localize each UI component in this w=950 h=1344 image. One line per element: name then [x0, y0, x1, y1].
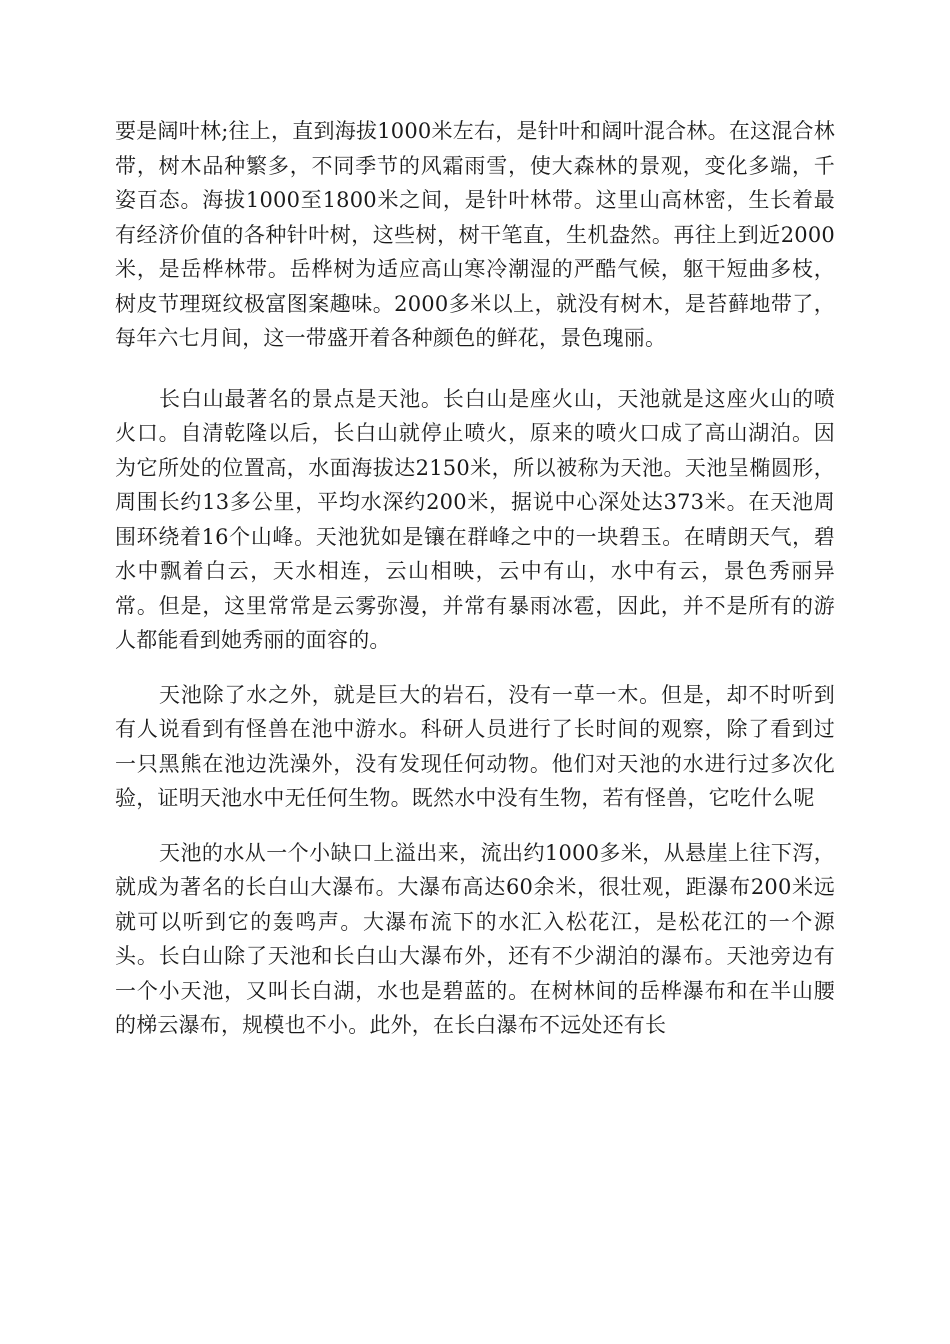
paragraph-forest-belts: 要是阔叶林;往上，直到海拔1000米左右，是针叶和阔叶混合林。在这混合林带，树木品种繁多，不同季节的风霜雨雪，使大森林的景观，变化多端，千姿百态。海拔1000至1800米之间，是针叶林带。这里山高林密，生长着最有经济价值的各种针叶树，这些树，树干笔直，生机盎然。再往上到近2000米，是岳桦林带。岳桦树为适应高山寒冷潮湿的严酷气候，躯干短曲多枝，树皮节理斑纹极富图案趣味。2000多米以上，就没有树木，是苔藓地带了，每年六七月间，这一带盛开着各种颜色的鲜花，景色瑰丽。 [115, 119, 835, 350]
paragraph-monster: 天池除了水之外，就是巨大的岩石，没有一草一木。但是，却不时听到有人说看到有怪兽在池中游水。科研人员进行了长时间的观察，除了看到过一只黑熊在池边洗澡外，没有发现任何动物。他们对天池的水进行过多次化验，证明天池水中无任何生物。既然水中没有生物，若有怪兽，它吃什么呢 [115, 682, 835, 810]
paragraph-tianchi: 长白山最著名的景点是天池。长白山是座火山，天池就是这座火山的喷火口。自清乾隆以后，长白山就停止喷火，原来的喷火口成了高山湖泊。因为它所处的位置高，水面海拔达2150米，所以被称为天池。天池呈椭圆形，周围长约13多公里，平均水深约200米，据说中心深处达373米。在天池周围环绕着16个山峰。天池犹如是镶在群峰之中的一块碧玉。在晴朗天气，碧水中飘着白云，天水相连，云山相映，云中有山，水中有云，景色秀丽异常。但是，这里常常是云雾弥漫，并常有暴雨冰雹，因此，并不是所有的游人都能看到她秀丽的面容的。 [115, 386, 835, 652]
document-page [115, 114, 835, 1063]
paragraph-waterfall: 天池的水从一个小缺口上溢出来，流出约1000多米，从悬崖上往下泻，就成为著名的长白山大瀑布。大瀑布高达60余米，很壮观，距瀑布200米远就可以听到它的轰鸣声。大瀑布流下的水汇入松花江，是松花江的一个源头。长白山除了天池和长白山大瀑布外，还有不少湖泊的瀑布。天池旁边有一个小天池，又叫长白湖，水也是碧蓝的。在树林间的岳桦瀑布和在半山腰的梯云瀑布，规模也不小。此外，在长白瀑布不远处还有长 [115, 840, 835, 1037]
